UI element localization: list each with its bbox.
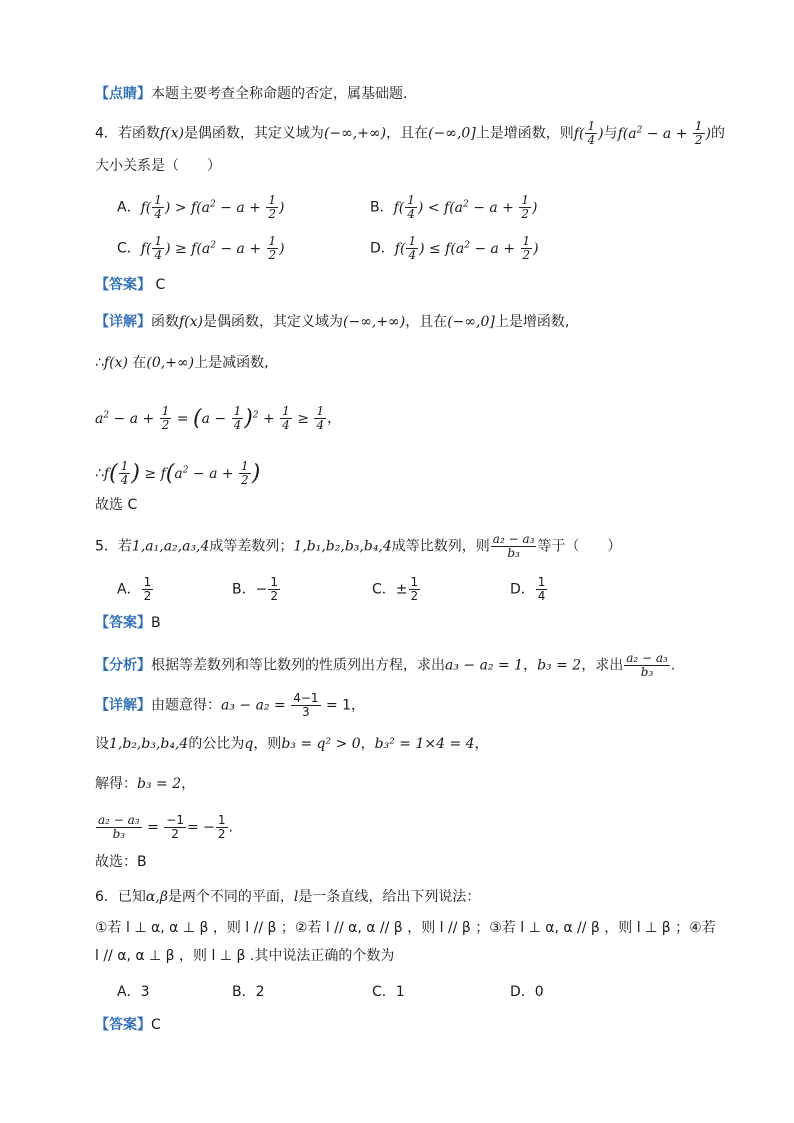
q6-answer-value: C (151, 1017, 161, 1033)
q5-analysis-text2: ，求出 (581, 657, 624, 674)
q5-option-a (117, 576, 154, 603)
q5-detail-b3q: b₃ = q² > 0 (281, 736, 361, 752)
q6-statement-4: l // α, α ⊥ β ，则 l ⊥ β . (95, 948, 255, 964)
q5-option-c-sign: ± (395, 581, 408, 598)
q4-option-a-rel: > (174, 199, 187, 216)
q6-line1-pre: 6．已知 (95, 889, 146, 905)
q6-option-d (510, 982, 544, 1002)
q6-option-b-value: 2 (255, 984, 265, 1000)
q5-detail-den: 3 (302, 705, 310, 719)
q4-detail-line2-fx: f(x) (103, 355, 128, 371)
q6-option-d-label: D． (510, 984, 535, 1000)
q6-option-b-label: B． (232, 984, 256, 1000)
q5-analysis-text1: 根据等差数列和等比数列的性质列出方程，求出 (151, 657, 445, 674)
q4-detail-line4-equation: ∴f( $\frac{1}{4}$ ) ≥ $f(a^2 - a$ + $\frac{1}{2}$ ) (95, 459, 261, 488)
q6-line1-post: 是一条直线，给出下列说法： (298, 889, 481, 905)
q5-detail-line2-mid: 的公比为 (188, 736, 245, 752)
q4-detail-line2 (95, 353, 269, 373)
q4-option-a-label: A． (117, 199, 141, 216)
q6-option-a (117, 982, 150, 1002)
dianjing-tag: 【点睛】 (95, 86, 151, 102)
q5-detail-line3-eq: b₃ = 2 (137, 776, 182, 792)
q6-alpha-beta: α,β (145, 889, 168, 905)
q5-detail-line1 (95, 692, 365, 719)
q4-option-c: C．f( $\frac{1}{4}$ ) ≥ $f(a^2 - a$ + $\frac{1}{2}$ ) (117, 234, 285, 263)
q5-detail-num: 4−1 (293, 691, 319, 705)
q4-interval: (−∞,0] (428, 125, 476, 142)
q5-option-a-num: 1 (143, 575, 152, 589)
q6-statements-line2 (95, 946, 394, 966)
q4-detail-line3-comma: ， (327, 410, 342, 427)
q5-option-d-num: 1 (537, 575, 546, 589)
q4-detail-text3: ，且在 (405, 314, 448, 330)
q5-detail-line3 (95, 774, 195, 794)
q5-option-c-num: 1 (410, 575, 419, 589)
q5-option-d-den: 4 (537, 589, 546, 603)
q5-option-b-num: 1 (270, 575, 278, 589)
q4-f-a-expr: $f(a^2 - a$ + $\frac{1}{2}$ ) (617, 119, 712, 148)
q6-option-a-value: 3 (140, 984, 150, 1000)
q4-answer-tag: 【答案】 (95, 277, 151, 293)
q4-detail-line3-equation: $a^2 - a$ + $\frac{1}{2}$ = (a − $\frac{1}{4}$ )$^2$ + $\frac{1}{4}$ ≥ $\frac{1}{4}$ ， (95, 404, 342, 433)
q6-statement-3: ③若 l ⊥ α, α // β ，则 l ⊥ β ； (489, 920, 690, 936)
q6-option-d-value: 0 (534, 984, 544, 1000)
q6-statement-1: ①若 l ⊥ α, α ⊥ β ，则 l // β ； (95, 920, 295, 936)
q5-option-d (510, 576, 548, 603)
q5-option-d-label: D． (510, 581, 535, 598)
q4-stem-line2: 大小关系是（ ） (95, 158, 221, 174)
q4-yu: 与 (603, 125, 618, 142)
q4-tail: 的 (711, 125, 726, 142)
q6-option-a-label: A． (117, 984, 141, 1000)
q4-detail-domain: (−∞,+∞) (343, 314, 406, 330)
q5-option-a-label: A． (117, 581, 141, 598)
q4-detail-line1 (95, 312, 569, 332)
q5-detail-conclusion: 故选：B (95, 854, 147, 870)
q4-fx: f(x) (159, 125, 184, 142)
q4-detail-text2: 是偶函数，其定义域为 (203, 314, 344, 330)
q6-l: l (293, 889, 299, 905)
q5-mid2: 成等比数列，则 (391, 538, 490, 555)
q5-detail-line4-eq: = − (186, 819, 215, 836)
dianjing-text: 本题主要考查全称命题的否定，属基础题. (151, 86, 408, 102)
q4-detail-text1: 函数 (151, 314, 179, 330)
q4-mid1: 是偶函数，其定义域为 (183, 125, 324, 142)
q4-option-d-rel: ≤ (429, 240, 441, 257)
therefore-symbol: ∴ (95, 355, 104, 371)
q5-intro: 5．若 (95, 538, 132, 555)
q5-seq2: 1,b₁,b₂,b₃,b₄,4 (293, 538, 392, 555)
q5-mid1: 成等差数列； (209, 538, 294, 555)
q5-analysis-line: 【分析】根据等差数列和等比数列的性质列出方程，求出a₃ − a₂ = 1，b₃ = 2，求出 $\frac{\text{a₂ − a₃}}{\text{b₃}}$ . (95, 651, 676, 679)
q5-detail-line3-end: ， (181, 776, 196, 792)
q5-analysis-sep: ， (523, 657, 538, 674)
dianjing-line (95, 84, 407, 104)
q6-statements-line (95, 918, 716, 938)
q4-answer-line (95, 275, 165, 295)
q6-option-c-label: C． (372, 984, 396, 1000)
q5-option-b-den: 2 (270, 589, 278, 603)
q5-detail-line2-mid2: ，则 (253, 736, 282, 752)
q6-question: 其中说法正确的个数为 (254, 948, 395, 964)
q4-option-c-rel: ≥ (175, 240, 187, 257)
q4-domain: (−∞,+∞) (323, 125, 387, 142)
q5-option-c-label: C． (372, 581, 396, 598)
q5-detail-line3-pre: 解得： (95, 776, 137, 792)
q4-option-b-rel: < (427, 199, 440, 216)
q6-stem-line1 (95, 887, 480, 907)
q4-detail-line2-interval: (0,+∞) (146, 355, 195, 371)
q4-detail-conclusion: 故选 C (95, 497, 138, 513)
q4-option-b-label: B． (370, 199, 394, 216)
q4-f-quarter: f( $\frac{1}{4}$ ) (573, 119, 604, 148)
q5-stem: 5．若1,a₁,a₂,a₃,4成等差数列；1,b₁,b₂,b₃,b₄,4成等比数列，则 $\frac{\text{a₂ − a₃}}{\text{b₃}}$ 等于（ ） (95, 532, 622, 560)
q5-option-b (232, 576, 281, 603)
q4-detail-line2-mid: 在 (132, 355, 147, 371)
q5-analysis-tag: 【分析】 (95, 657, 151, 674)
q4-stem-line1 (95, 120, 725, 147)
q5-detail-line2-pre: 设 (95, 736, 109, 752)
q5-detail-b3sq: b₃² = 1×4 = 4 (374, 736, 475, 752)
q6-answer-tag: 【答案】 (95, 1017, 151, 1033)
q5-detail-line2 (95, 734, 489, 754)
q5-detail-q: q (244, 736, 254, 752)
q4-detail-fx: f(x) (179, 314, 204, 330)
q6-line1-mid: 是两个不同的平面， (167, 889, 294, 905)
q5-detail-rhs: = 1， (325, 697, 366, 714)
q4-option-a: A．f( $\frac{1}{4}$ ) > $f(a^2 - a$ + $\frac{1}{2}$ ) (117, 193, 285, 222)
q5-answer-tag: 【答案】 (95, 615, 151, 631)
q5-detail-tag: 【详解】 (95, 697, 151, 714)
q5-answer-value: B (151, 615, 161, 631)
q5-detail-line4: $\frac{\text{a₂ − a₃}}{\text{b₃}}$ = $\frac{-1}{2}$ = − $\frac{1}{2}$ . (98, 813, 233, 841)
q5-detail-lhs: a₃ − a₂ = (221, 697, 286, 714)
q5-detail-line2-seq: 1,b₂,b₃,b₄,4 (109, 736, 189, 752)
q4-detail-text4: 上是增函数, (494, 314, 570, 330)
q5-detail-line2-end: ， (474, 736, 489, 752)
q6-statement-2: ②若 l // α, α // β ，则 l // β ； (294, 920, 490, 936)
q5-option-c-den: 2 (410, 589, 419, 603)
q4-option-b: B．f( $\frac{1}{4}$ ) < $f(a^2 - a$ + $\frac{1}{2}$ ) (370, 193, 538, 222)
q5-option-b-sign: − (255, 581, 268, 598)
q5-analysis-eq2: b₃ = 2 (537, 657, 582, 674)
q5-seq1: 1,a₁,a₂,a₃,4 (131, 538, 210, 555)
q6-option-c-value: 1 (395, 984, 405, 1000)
q4-detail-interval: (−∞,0] (447, 314, 495, 330)
q4-mid2: ，且在 (386, 125, 429, 142)
q6-option-b (232, 982, 265, 1002)
q5-analysis-eq1: a₃ − a₂ = 1 (445, 657, 524, 674)
q4-mid3: 上是增函数，则 (475, 125, 574, 142)
q6-statement-4-prefix: ④若 (689, 920, 716, 936)
q6-option-c (372, 982, 405, 1002)
q5-answer-line (95, 613, 161, 633)
q5-option-c (372, 576, 421, 603)
q4-intro: 4．若函数 (95, 125, 160, 142)
q4-option-d: D．f( $\frac{1}{4}$ ) ≤ $f(a^2 - a$ + $\frac{1}{2}$ ) (370, 234, 539, 263)
q4-detail-line2-post: 上是减函数, (194, 355, 269, 371)
q5-detail-line2-sep: ， (360, 736, 375, 752)
q5-tail: 等于（ ） (537, 538, 622, 555)
q6-answer-line (95, 1015, 161, 1035)
q4-detail-tag: 【详解】 (95, 314, 151, 330)
q5-detail-text1: 由题意得： (151, 697, 221, 714)
q4-option-c-label: C． (117, 240, 141, 257)
q4-option-d-label: D． (370, 240, 395, 257)
q5-option-b-label: B． (232, 581, 256, 598)
q4-answer-value: C (155, 277, 166, 293)
q5-option-a-den: 2 (143, 589, 152, 603)
